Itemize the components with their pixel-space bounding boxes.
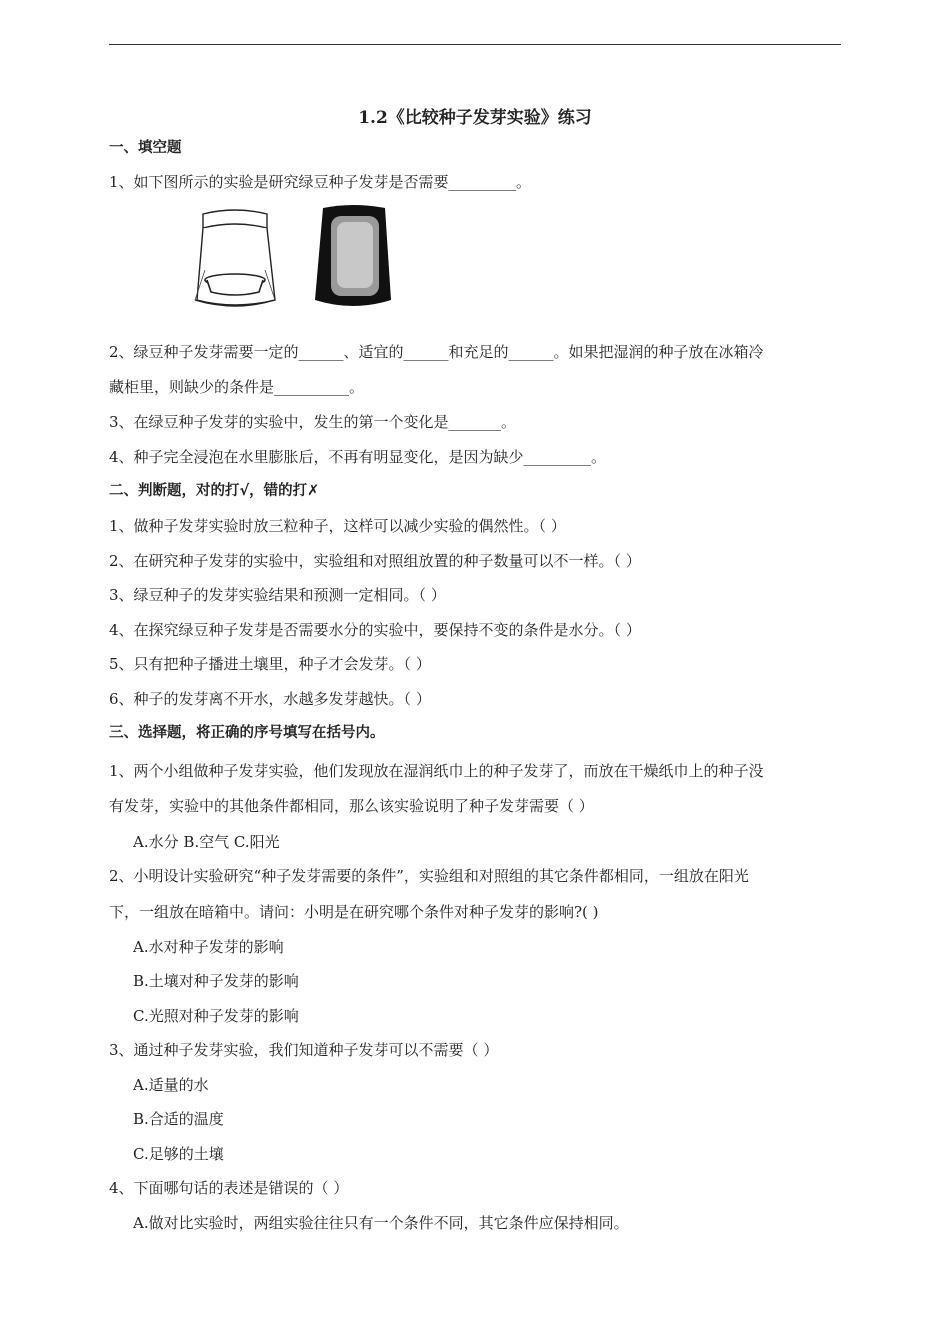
s3-question-1-options: A.水分 B.空气 C.阳光 (133, 833, 280, 851)
s1-question-2-line2: 藏柜里，则缺少的条件是__________。 (109, 378, 365, 396)
s2-question-2: 2、在研究种子发芽的实验中，实验组和对照组放置的种子数量可以不一样。（ ） (109, 552, 641, 570)
dark-jar-icon (315, 205, 391, 306)
s3-question-1-line2: 有发芽，实验中的其他条件都相同，那么该实验说明了种子发芽需要（ ） (109, 797, 594, 815)
s3-question-3-option-c: C.足够的土壤 (133, 1145, 224, 1163)
s2-question-1: 1、做种子发芽实验时放三粒种子，这样可以减少实验的偶然性。（ ） (109, 517, 566, 535)
s3-question-3-option-b: B.合适的温度 (133, 1110, 224, 1128)
s3-question-3: 3、通过种子发芽实验，我们知道种子发芽可以不需要（ ） (109, 1041, 499, 1059)
s1-question-1: 1、如下图所示的实验是研究绿豆种子发芽是否需要_________。 (109, 173, 532, 191)
s3-question-3-option-a: A.适量的水 (133, 1076, 209, 1094)
section2-heading: 二、判断题，对的打√，错的打✗ (109, 483, 320, 499)
section1-heading: 一、填空题 (109, 140, 182, 156)
s1-question-3: 3、在绿豆种子发芽的实验中，发生的第一个变化是_______。 (109, 413, 517, 431)
s3-question-2-line1: 2、小明设计实验研究“种子发芽需要的条件”，实验组和对照组的其它条件都相同，一组放在阳光 (109, 867, 749, 885)
s3-question-1-line1: 1、两个小组做种子发芽实验，他们发现放在湿润纸巾上的种子发芽了，而放在干燥纸巾上的种子没 (109, 762, 764, 780)
page-title: 1.2《比较种子发芽实验》练习 (358, 108, 592, 128)
s3-question-4: 4、下面哪句话的表述是错误的（ ） (109, 1179, 349, 1197)
jar-experiment-figure (185, 200, 415, 315)
s2-question-3: 3、绿豆种子的发芽实验结果和预测一定相同。（ ） (109, 586, 446, 604)
s1-question-2-line1: 2、绿豆种子发芽需要一定的______、适宜的______和充足的______。如果把湿润的种子放在冰箱冷 (109, 343, 764, 361)
s3-question-2-option-c: C.光照对种子发芽的影响 (133, 1007, 299, 1025)
s2-question-4: 4、在探究绿豆种子发芽是否需要水分的实验中，要保持不变的条件是水分。（ ） (109, 621, 641, 639)
clear-jar-icon (195, 210, 275, 306)
s2-question-5: 5、只有把种子播进土壤里，种子才会发芽。（ ） (109, 655, 431, 673)
s3-question-2-option-b: B.土壤对种子发芽的影响 (133, 972, 299, 990)
s3-question-4-option-a: A.做对比实验时，两组实验往往只有一个条件不同，其它条件应保持相同。 (133, 1214, 629, 1232)
s2-question-6: 6、种子的发芽离不开水，水越多发芽越快。（ ） (109, 690, 431, 708)
s3-question-2-line2: 下，一组放在暗箱中。请问：小明是在研究哪个条件对种子发芽的影响?( ) (109, 903, 599, 921)
s3-question-2-option-a: A.水对种子发芽的影响 (133, 938, 284, 956)
section3-heading: 三、选择题，将正确的序号填写在括号内。 (109, 725, 385, 741)
top-rule (109, 44, 841, 45)
s1-question-4: 4、种子完全浸泡在水里膨胀后，不再有明显变化，是因为缺少_________。 (109, 448, 607, 466)
